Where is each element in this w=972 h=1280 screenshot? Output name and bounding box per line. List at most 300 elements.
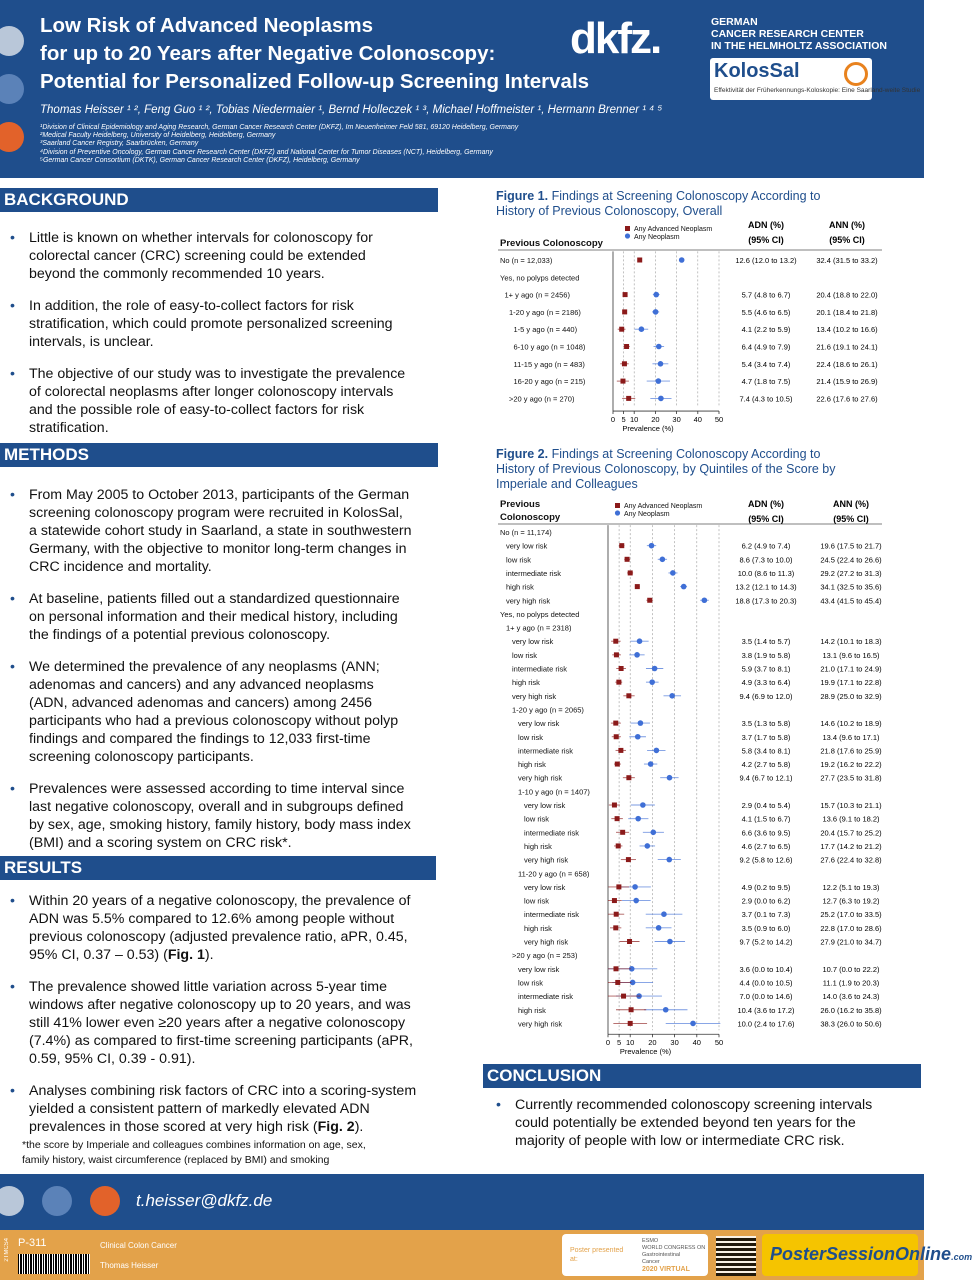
list-item: • Little is known on whether intervals for colonoscopy for colorectal cancer (CRC) screening could be extended beyond the commonly recommended 10 years.	[4, 229, 408, 283]
ann-value: 27.6 (22.4 to 32.8)	[820, 855, 882, 865]
ann-value: 13.4 (9.6 to 17.1)	[822, 732, 880, 742]
adn-point	[622, 309, 627, 314]
adn-value: 4.9 (3.3 to 6.4)	[741, 678, 791, 688]
figure2-forest-plot	[494, 495, 886, 1061]
x-tick-label: 20	[648, 1038, 657, 1048]
ann-point	[634, 652, 640, 658]
adn-value: 6.6 (3.6 to 9.5)	[741, 828, 791, 838]
ann-point	[667, 775, 673, 781]
ann-value: 21.6 (19.1 to 24.1)	[816, 342, 878, 352]
adn-point	[612, 803, 617, 808]
adn-point	[613, 925, 618, 930]
adn-value: 3.6 (0.0 to 10.4)	[739, 964, 793, 974]
list-item: • In addition, the role of easy-to-collect factors for risk stratification, which could promote personalized screening intervals, is unclear.	[4, 297, 408, 351]
adn-point	[647, 598, 652, 603]
ann-point	[660, 557, 666, 563]
ann-point	[639, 326, 645, 332]
list-item: • From May 2005 to October 2013, participants of the German screening colonoscopy program were recruited in KolosSal, a statewide cohort study in Saarland, a state in southwestern Germany, with the objective to monitor long-term changes in CRC incidence and mortality.	[4, 486, 412, 576]
ann-value: 22.4 (18.6 to 26.1)	[816, 359, 878, 369]
x-tick-label: 30	[670, 1038, 679, 1048]
row-label: very low risk	[524, 801, 566, 810]
ann-point	[635, 734, 641, 740]
row-label: very high risk	[518, 773, 563, 783]
ann-value: 28.9 (25.0 to 32.9)	[820, 691, 882, 701]
pso-brand-suffix: .com	[951, 1252, 972, 1262]
result-text: The prevalence showed little variation across 5-year time windows after negative colonoscopy up to 20 years, and was still 41% lower even ≥20 years after a negative colonoscopy (7.4%) as compared to first-time screening participants (aPR, 0.59, 95% CI, 0.39 - 0.91).	[29, 979, 413, 1067]
adn-header: (95% CI)	[748, 514, 784, 524]
ann-value: 14.2 (10.1 to 18.3)	[820, 637, 882, 647]
ann-point	[648, 761, 654, 767]
adn-point	[637, 258, 642, 263]
adn-value: 10.0 (8.6 to 11.3)	[737, 568, 795, 578]
adn-value: 13.2 (12.1 to 14.3)	[735, 582, 797, 592]
ann-value: 12.7 (6.3 to 19.2)	[822, 896, 880, 906]
ann-point	[644, 843, 650, 849]
ann-value: 17.7 (14.2 to 21.2)	[820, 841, 882, 851]
adn-value: 4.9 (0.2 to 9.5)	[741, 882, 791, 892]
result-text: Analyses combining risk factors of CRC into a scoring-system yielded a consistent pattern of markedly elevated ADN prevalences in those scored at very high risk (	[29, 1083, 417, 1135]
adn-point	[614, 912, 619, 917]
pso-brand	[770, 1244, 972, 1265]
adn-point	[615, 816, 620, 821]
adn-point	[613, 966, 618, 971]
row-label: high risk	[518, 760, 546, 770]
ann-value: 26.0 (16.2 to 35.8)	[820, 1005, 882, 1015]
qr-code-icon[interactable]	[716, 1236, 756, 1276]
row-label: very low risk	[524, 882, 566, 892]
ann-value: 13.1 (9.6 to 16.5)	[822, 650, 880, 660]
adn-value: 3.7 (0.1 to 7.3)	[741, 910, 791, 920]
gcrc-line: IN THE HELMHOLTZ ASSOCIATION	[711, 40, 887, 52]
congress-line: Gastrointestinal	[642, 1252, 681, 1258]
adn-value: 2.9 (0.4 to 5.4)	[741, 801, 791, 810]
ann-value: 27.7 (23.5 to 31.8)	[820, 773, 882, 783]
row-label: 1-20 y ago (n = 2186)	[509, 307, 581, 317]
adn-header: ADN (%)	[748, 220, 784, 230]
congress-edition: 2020 VIRTUAL	[642, 1266, 690, 1273]
decor-dot	[0, 26, 24, 56]
affiliations	[40, 124, 518, 165]
row-label: very high risk	[512, 691, 557, 701]
adn-value: 9.2 (5.8 to 12.6)	[739, 855, 793, 865]
figure-label: Figure 1.	[496, 189, 549, 203]
result-text: ).	[354, 1119, 364, 1135]
ann-value: 22.6 (17.6 to 27.6)	[816, 394, 878, 404]
list-item	[4, 978, 428, 1068]
x-tick-label: 0	[605, 1038, 611, 1048]
conclusion-list	[490, 1096, 900, 1150]
row-label: >20 y ago (n = 270)	[509, 394, 575, 404]
x-tick-label: 5	[617, 1038, 622, 1048]
ann-point	[653, 309, 659, 315]
adn-point	[628, 1021, 633, 1026]
ann-point	[667, 939, 673, 945]
adn-value: 3.5 (1.4 to 5.7)	[741, 637, 791, 647]
adn-value: 4.4 (0.0 to 10.5)	[739, 978, 793, 988]
adn-value: 5.7 (4.8 to 6.7)	[741, 290, 791, 300]
gcrc-line: CANCER RESEARCH CENTER	[711, 28, 864, 40]
ann-value: 20.1 (18.4 to 21.8)	[816, 307, 878, 317]
adn-point	[626, 857, 631, 862]
figure-title-line: Figure 1. Findings at Screening Colonoscopy According to	[496, 189, 821, 203]
ann-value: 11.1 (1.9 to 20.3)	[822, 978, 880, 988]
adn-value: 9.4 (6.9 to 12.0)	[739, 691, 793, 701]
ann-point	[632, 884, 638, 890]
adn-value: 4.6 (2.7 to 6.5)	[741, 841, 791, 851]
adn-value: 3.8 (1.9 to 5.8)	[741, 650, 791, 660]
ann-header: (95% CI)	[829, 235, 865, 245]
ann-value: 34.1 (32.5 to 35.6)	[820, 582, 882, 592]
adn-value: 2.9 (0.0 to 6.2)	[741, 896, 791, 906]
ann-point	[661, 911, 667, 917]
ann-value: 19.9 (17.1 to 22.8)	[820, 678, 882, 688]
ann-point	[690, 1021, 696, 1027]
row-label: high risk	[524, 923, 552, 933]
x-tick-label: 0	[610, 415, 616, 425]
congress-line: WORLD CONGRESS ON	[642, 1245, 706, 1251]
ann-point	[649, 543, 655, 549]
adn-value: 18.8 (17.3 to 20.3)	[735, 596, 797, 606]
congress-name	[642, 1238, 705, 1266]
x-tick-label: 40	[693, 415, 702, 425]
adn-point	[635, 584, 640, 589]
adn-value: 5.5 (4.6 to 6.5)	[741, 307, 791, 317]
methods-heading: METHODS	[0, 443, 438, 467]
ann-point	[658, 361, 664, 367]
ann-value: 15.7 (10.3 to 21.1)	[820, 801, 882, 810]
list-item: • Currently recommended colonoscopy screening intervals could potentially be extended beyond ten years for the majority of people with low or intermediate CRC risk.	[490, 1096, 900, 1150]
x-tick-label: 50	[714, 1038, 724, 1048]
adn-point	[616, 843, 621, 848]
title-line: for up to 20 Years after Negative Colonoscopy:	[40, 42, 496, 65]
figure-title-line: Imperiale and Colleagues	[496, 477, 638, 491]
row-label: very high risk	[524, 937, 569, 947]
x-tick-label: 50	[714, 415, 724, 425]
ann-point	[640, 802, 646, 808]
background-heading: BACKGROUND	[0, 188, 438, 212]
ann-value: 12.2 (5.1 to 19.3)	[822, 882, 880, 892]
row-label: very low risk	[512, 637, 554, 647]
adn-value: 3.5 (0.9 to 6.0)	[741, 923, 791, 933]
kolossal-spiral-icon	[844, 62, 868, 86]
background-list	[4, 229, 408, 437]
row-label: Yes, no polyps detected	[500, 609, 580, 619]
row-label: intermediate risk	[524, 910, 580, 920]
adn-point	[615, 762, 620, 767]
ann-value: 22.8 (17.0 to 28.6)	[820, 923, 882, 933]
ann-value: 21.8 (17.6 to 25.9)	[820, 746, 882, 756]
adn-header: (95% CI)	[748, 235, 784, 245]
decor-dot	[0, 122, 24, 152]
affiliation: ²Medical Faculty Heidelberg, University of Heidelberg, Heidelberg, Germany	[40, 132, 276, 140]
row-label: high risk	[524, 841, 552, 851]
adn-value: 7.4 (4.3 to 10.5)	[739, 394, 793, 404]
ann-header: (95% CI)	[833, 514, 869, 524]
row-label: intermediate risk	[518, 992, 574, 1002]
row-label: 11-15 y ago (n = 483)	[513, 359, 585, 369]
adn-point	[627, 939, 632, 944]
adn-point	[620, 379, 625, 384]
affiliation: ¹Division of Clinical Epidemiology and Aging Research, German Cancer Research Center (DKFZ), Im Neuenheimer Feld 581, 69120 Heidelberg, Germany	[40, 124, 519, 131]
figure-reference: Fig. 1	[167, 947, 205, 963]
adn-value: 5.4 (3.4 to 7.4)	[741, 359, 791, 369]
adn-point	[620, 830, 625, 835]
adn-point	[619, 543, 624, 548]
row-label: intermediate risk	[524, 828, 580, 838]
ann-point	[638, 720, 644, 726]
ann-point	[635, 816, 641, 822]
row-label: 1+ y ago (n = 2456)	[504, 290, 570, 300]
row-label: 1-5 y ago (n = 440)	[513, 325, 578, 335]
ann-value: 32.4 (31.5 to 33.2)	[816, 256, 878, 265]
row-label: low risk	[518, 732, 544, 742]
ann-value: 43.4 (41.5 to 45.4)	[820, 596, 882, 606]
results-heading: RESULTS	[0, 856, 436, 880]
ann-value: 27.9 (21.0 to 34.7)	[820, 937, 882, 947]
ann-point	[650, 830, 656, 836]
row-label: intermediate risk	[518, 746, 574, 756]
figure-label: Figure 2.	[496, 447, 549, 461]
title-line: Potential for Personalized Follow-up Screening Intervals	[40, 70, 590, 93]
ann-value: 24.5 (22.4 to 26.6)	[820, 555, 882, 565]
adn-value: 5.9 (3.7 to 8.1)	[741, 664, 791, 674]
list-item: • Prevalences were assessed according to time interval since last negative colonoscopy, overall and in subgroups defined by sex, age, smoking history, family history, body mass index (BMI) and a scoring system on CRC risk*.	[4, 780, 412, 852]
ann-point	[663, 1007, 669, 1013]
adn-value: 3.5 (1.3 to 5.8)	[741, 719, 791, 729]
adn-point	[625, 557, 630, 562]
adn-value: 10.4 (3.6 to 17.2)	[737, 1005, 795, 1015]
ann-point	[649, 679, 655, 685]
list-item	[4, 1082, 428, 1136]
ann-point	[637, 638, 643, 644]
row-label: 11-20 y ago (n = 658)	[518, 869, 590, 879]
ann-value: 10.7 (0.0 to 22.2)	[822, 964, 880, 974]
row-label: 16-20 y ago (n = 215)	[513, 377, 586, 387]
row-label: low risk	[506, 555, 532, 565]
ann-value: 21.0 (17.1 to 24.9)	[820, 664, 882, 674]
kolossal-logo	[710, 58, 921, 100]
ann-point	[656, 378, 662, 384]
row-label: high risk	[518, 1005, 546, 1015]
ann-point	[658, 396, 664, 402]
adn-point	[614, 652, 619, 657]
session-name: Clinical Colon Cancer	[100, 1241, 177, 1250]
adn-header: ADN (%)	[748, 499, 784, 509]
ann-header: ANN (%)	[829, 220, 865, 230]
decor-dot	[0, 1186, 24, 1216]
column-header: Previous	[500, 499, 541, 510]
adn-value: 10.0 (2.4 to 17.6)	[737, 1019, 795, 1029]
adn-point	[619, 327, 624, 332]
dkfz-logo: dkfz.	[570, 14, 661, 63]
adn-point	[614, 734, 619, 739]
ann-value: 20.4 (18.8 to 22.0)	[816, 290, 878, 300]
figure1-forest-plot	[494, 218, 886, 436]
result-text: ).	[204, 947, 214, 963]
affiliation: ³Saarland Cancer Registry, Saarbrücken, Germany	[40, 140, 199, 148]
legend-adn-marker	[615, 503, 620, 508]
methods-list	[4, 486, 412, 852]
adn-value: 4.1 (1.5 to 6.7)	[741, 814, 791, 824]
adn-point	[621, 994, 626, 999]
x-tick-label: 20	[651, 415, 660, 425]
results-list	[4, 892, 428, 1136]
figure-title-line: Figure 2. Findings at Screening Colonoscopy According to	[496, 447, 821, 461]
row-label: Yes, no polyps detected	[500, 273, 580, 283]
row-label: low risk	[512, 650, 538, 660]
ann-value: 19.2 (16.2 to 22.2)	[820, 760, 882, 770]
contact-email[interactable]: t.heisser@dkfz.de	[136, 1191, 273, 1210]
adn-point	[622, 361, 627, 366]
adn-value: 6.4 (4.9 to 7.9)	[741, 342, 791, 352]
legend-entry: Any Neoplasm	[634, 234, 680, 241]
adn-value: 4.2 (2.7 to 5.8)	[741, 760, 791, 770]
adn-value: 12.6 (12.0 to 13.2)	[735, 256, 797, 265]
ann-point	[656, 925, 662, 931]
row-label: very high risk	[518, 1019, 563, 1029]
ann-point	[702, 597, 708, 603]
row-label: 6-10 y ago (n = 1048)	[513, 342, 586, 352]
row-label: 1-20 y ago (n = 2065)	[512, 705, 584, 715]
row-label: intermediate risk	[512, 664, 568, 674]
adn-point	[626, 693, 631, 698]
gcrc-line: GERMAN	[711, 16, 758, 28]
poster-title	[40, 12, 590, 96]
adn-value: 6.2 (4.9 to 7.4)	[741, 541, 791, 551]
legend-entry: Any Neoplasm	[624, 511, 670, 518]
pso-brand-name: PosterSessionOnline	[770, 1244, 952, 1264]
ann-value: 13.6 (9.1 to 18.2)	[822, 814, 880, 824]
barcode-icon	[18, 1254, 90, 1274]
row-label: high risk	[512, 678, 540, 688]
footnote-line: *the score by Imperiale and colleagues combines information on age, sex,	[22, 1139, 366, 1151]
adn-point	[616, 884, 621, 889]
postersessiononline-logo[interactable]	[762, 1234, 972, 1276]
adn-value: 3.7 (1.7 to 5.8)	[741, 732, 791, 742]
legend-adn-marker	[625, 226, 630, 231]
presenter-name: Thomas Heisser	[100, 1261, 159, 1270]
ann-value: 20.4 (15.7 to 25.2)	[820, 828, 882, 838]
row-label: very low risk	[518, 964, 560, 974]
legend-ann-marker	[625, 233, 630, 238]
presented-at-label: Poster presented at:	[570, 1247, 624, 1263]
adn-value: 8.6 (7.3 to 10.0)	[739, 555, 793, 565]
ann-point	[654, 748, 660, 754]
ann-point	[656, 344, 662, 350]
list-item: • We determined the prevalence of any neoplasms (ANN; adenomas and cancers) and any advanced neoplasms (ADN, advanced adenomas and cancers) among 2456 participants who had a previous colonoscopy without polyp findings and compared the findings to 12,033 first-time screening colonoscopy participants.	[4, 658, 412, 766]
figure-reference: Fig. 2	[317, 1119, 355, 1135]
poster-code: 2TMCS4	[4, 1238, 10, 1262]
poster-number: P-311	[18, 1237, 47, 1249]
ann-point	[681, 584, 687, 590]
row-label: 1-10 y ago (n = 1407)	[518, 787, 590, 797]
figure2-title	[496, 447, 916, 492]
title-line: Low Risk of Advanced Neoplasms	[40, 14, 374, 37]
ann-value: 29.2 (27.2 to 31.3)	[820, 568, 882, 578]
row-label: low risk	[518, 978, 544, 988]
gcrc-logo	[711, 16, 887, 52]
x-axis-label: Prevalence (%)	[622, 424, 674, 434]
legend-entry: Any Advanced Neoplasm	[624, 503, 703, 510]
list-item: • The objective of our study was to investigate the prevalence of colorectal neoplasms after longer colonoscopy intervals and the possible role of easy-to-collect factors for risk stratification.	[4, 365, 408, 437]
ann-value: 14.0 (3.6 to 24.3)	[822, 992, 880, 1002]
ann-point	[652, 666, 658, 672]
row-label: high risk	[506, 582, 534, 592]
affiliation: ⁵German Cancer Consortium (DKTK), German Cancer Research Center (DKFZ), Heidelberg, Germany	[40, 156, 360, 164]
adn-point	[629, 1007, 634, 1012]
adn-point	[626, 775, 631, 780]
adn-value: 9.7 (5.2 to 14.2)	[739, 937, 793, 947]
ann-value: 19.6 (17.5 to 21.7)	[820, 541, 882, 551]
author-list: Thomas Heisser ¹ ², Feng Guo ¹ ², Tobias Niedermaier ¹, Bernd Holleczek ¹ ³, Michael Hoffmeister ¹, Hermann Brenner ¹ ⁴ ⁵	[40, 104, 663, 116]
figure1-title	[496, 189, 916, 219]
row-label: No (n = 11,174)	[500, 528, 552, 537]
row-label: No (n = 12,033)	[500, 256, 553, 265]
result-text: Within 20 years of a negative colonoscopy, the prevalence of ADN was 5.5% compared to 12.6% among people without previous colonoscopy (adjusted prevalence ratio, aPR, 0.45, 95% CI, 0.37 – 0.53) (	[29, 893, 411, 963]
row-label: >20 y ago (n = 253)	[512, 951, 578, 961]
adn-point	[624, 344, 629, 349]
row-label: very high risk	[524, 855, 569, 865]
conclusion-heading: CONCLUSION	[483, 1064, 921, 1088]
adn-value: 9.4 (6.7 to 12.1)	[739, 773, 793, 783]
adn-point	[613, 721, 618, 726]
congress-line: ESMO	[642, 1238, 659, 1244]
kolossal-name: KolosSal	[714, 60, 800, 82]
affiliation: ⁴Division of Preventive Oncology, German Cancer Research Center (DKFZ) and National Center for Tumor Diseases (NCT), Heidelberg, Germany	[40, 148, 493, 156]
adn-point	[619, 666, 624, 671]
list-item: • At baseline, patients filled out a standardized questionnaire on personal information and their medical history, including the findings of a potential previous colonoscopy.	[4, 590, 412, 644]
adn-point	[623, 292, 628, 297]
adn-value: 7.0 (0.0 to 14.6)	[739, 992, 793, 1002]
ann-point	[679, 257, 685, 263]
ann-value: 38.3 (26.0 to 50.6)	[820, 1019, 882, 1029]
legend-entry: Any Advanced Neoplasm	[634, 226, 713, 233]
adn-value: 5.8 (3.4 to 8.1)	[741, 746, 791, 756]
column-header: Previous Colonoscopy	[500, 238, 603, 249]
x-tick-label: 40	[692, 1038, 701, 1048]
ann-point	[670, 570, 676, 576]
row-label: low risk	[524, 814, 550, 824]
ann-point	[666, 857, 672, 863]
adn-value: 4.7 (1.8 to 7.5)	[741, 377, 791, 387]
row-label: very low risk	[506, 541, 548, 551]
row-label: very low risk	[518, 719, 560, 729]
legend-ann-marker	[615, 510, 620, 515]
poster-header	[0, 0, 924, 178]
list-item	[4, 892, 428, 964]
adn-point	[613, 639, 618, 644]
x-tick-label: 5	[621, 415, 626, 425]
x-axis-label: Prevalence (%)	[619, 1047, 672, 1057]
adn-point	[616, 680, 621, 685]
ann-value: 25.2 (17.0 to 33.5)	[820, 910, 882, 920]
adn-point	[628, 570, 633, 575]
adn-point	[618, 748, 623, 753]
ann-point	[653, 292, 659, 298]
x-tick-label: 10	[626, 1038, 635, 1048]
ann-point	[669, 693, 675, 699]
x-tick-label: 10	[630, 415, 639, 425]
ann-value: 13.4 (10.2 to 16.6)	[816, 325, 878, 335]
adn-point	[626, 396, 631, 401]
footnote-line: family history, waist circumference (replaced by BMI) and smoking	[22, 1154, 330, 1166]
figure-title-line: History of Previous Colonoscopy, by Quintiles of the Score by	[496, 462, 836, 476]
score-footnote	[22, 1138, 422, 1168]
kolossal-subtitle: Effektivität der Früherkennungs-Koloskopie: Eine Saarland-weite Studie	[714, 87, 921, 94]
row-label: low risk	[524, 896, 550, 906]
adn-value: 4.1 (2.2 to 5.9)	[741, 325, 791, 335]
ann-header: ANN (%)	[833, 499, 869, 509]
